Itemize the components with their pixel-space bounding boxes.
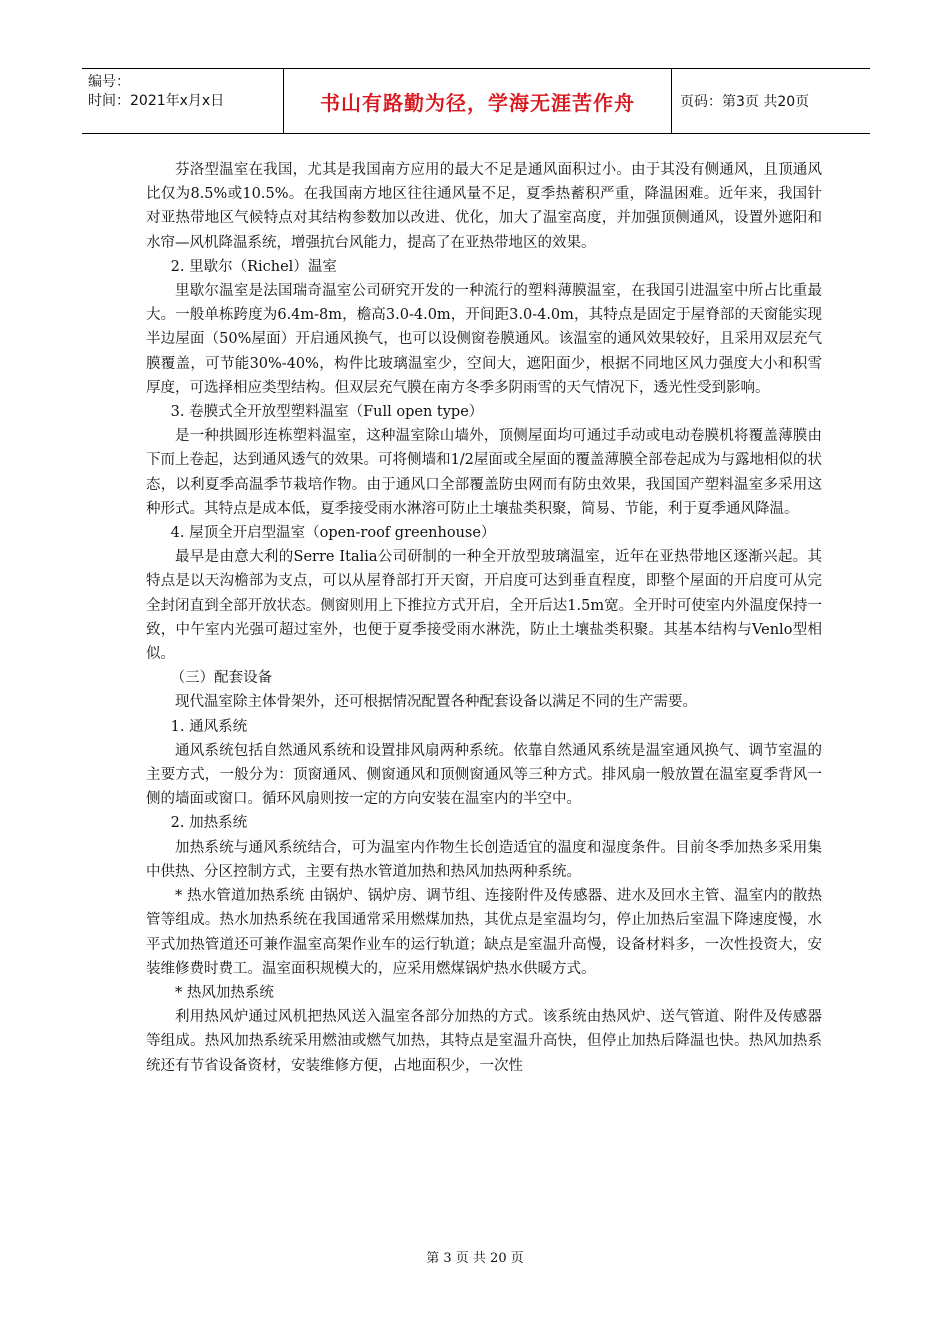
- paragraph: 最早是由意大利的Serre Italia公司研制的一种全开放型玻璃温室，近年在亚热带地区逐渐兴起。其特点是以天沟檐部为支点，可以从屋脊部打开天窗，开启度可达到垂直程度，即整个屋面的开启度可从完全封闭直到全部开放状态。侧窗则用上下推拉方式开启，全开后达1.5m宽。全开时可使室内外温度保持一致，中午室内光强可超过室外，也便于夏季接受雨水淋洗，防止土壤盐类积聚。其基本结构与Venlo型相似。: [146, 549, 822, 663]
- section-heading: 1. 通风系统: [170, 718, 248, 735]
- document-body: [146, 158, 822, 1078]
- header-meta: [82, 69, 284, 133]
- paragraph: * 热水管道加热系统 由锅炉、锅炉房、调节组、连接附件及传感器、进水及回水主管、温室内的散热管等组成。热水加热系统在我国通常采用燃煤加热，其优点是室温均匀，停止加热后室温下降速度慢，水平式加热管道还可兼作温室高架作业车的运行轨道；缺点是室温升高慢，设备材料多，一次性投资大，安装维修费时费工。温室面积规模大的，应采用燃煤锅炉热水供暖方式。: [146, 888, 822, 977]
- page-header: [82, 68, 870, 134]
- section-heading: * 热风加热系统: [175, 984, 274, 1001]
- paragraph: 通风系统包括自然通风系统和设置排风扇两种系统。依靠自然通风系统是温室通风换气、调节室温的主要方式，一般分为：顶窗通风、侧窗通风和顶侧窗通风等三种方式。排风扇一般放置在温室夏季背风一侧的墙面或窗口。循环风扇则按一定的方向安装在温室内的半空中。: [146, 742, 822, 808]
- paragraph: 加热系统与通风系统结合，可为温室内作物生长创造适宜的温度和湿度条件。目前冬季加热多采用集中供热、分区控制方式，主要有热水管道加热和热风加热两种系统。: [146, 839, 822, 880]
- paragraph: 利用热风炉通过风机把热风送入温室各部分加热的方式。该系统由热风炉、送气管道、附件及传感器等组成。热风加热系统采用燃油或燃气加热，其特点是室温升高快，但停止加热后降温也快。热风加热系统还有节省设备资材，安装维修方便，占地面积少，一次性: [146, 1009, 822, 1074]
- section-heading: 2. 里歇尔（Richel）温室: [170, 258, 337, 275]
- section-heading: 2. 加热系统: [170, 815, 248, 832]
- section-heading: （三）配套设备: [170, 670, 273, 687]
- section-heading: 3. 卷膜式全开放型塑料温室（Full open type）: [170, 404, 484, 421]
- page-footer: 第 3 页 共 20 页: [426, 1251, 524, 1266]
- paragraph: 芬洛型温室在我国，尤其是我国南方应用的最大不足是通风面积过小。由于其没有侧通风，且顶通风比仅为8.5%或10.5%。在我国南方地区往往通风量不足，夏季热蓄积严重，降温困难。近年来，我国针对亚热带地区气候特点对其结构参数加以改进、优化，加大了温室高度，并加强顶侧通风，设置外遮阳和水帘—风机降温系统，增强抗台风能力，提高了在亚热带地区的效果。: [146, 162, 822, 251]
- paragraph: 现代温室除主体骨架外，还可根据情况配置各种配套设备以满足不同的生产需要。: [175, 694, 697, 711]
- header-motto: 书山有路勤为径，学海无涯苦作舟: [284, 69, 672, 133]
- document-number-label: 编号：: [88, 74, 130, 90]
- section-heading: 4. 屋顶全开启型温室（open-roof greenhouse）: [170, 525, 496, 542]
- header-page-info: 页码：第3页 共20页: [680, 94, 810, 110]
- paragraph: 里歇尔温室是法国瑞奇温室公司研究开发的一种流行的塑料薄膜温室，在我国引进温室中所占比重最大。一般单栋跨度为6.4m-8m，檐高3.0-4.0m，开间距3.0-4.0m，其特点是固定于屋脊部的天窗能实现半边屋面（50%屋面）开启通风换气，也可以设侧窗卷膜通风。该温室的通风效果较好，且采用双层充气膜覆盖，可节能30%-40%，构件比玻璃温室少，空间大，遮阳面少，根据不同地区风力强度大小和积雪厚度，可选择相应类型结构。但双层充气膜在南方冬季多阴雨雪的天气情况下，透光性受到影响。: [146, 283, 822, 396]
- paragraph: 是一种拱圆形连栋塑料温室，这种温室除山墙外，顶侧屋面均可通过手动或电动卷膜机将覆盖薄膜由下而上卷起，达到通风透气的效果。可将侧墙和1/2屋面或全屋面的覆盖薄膜全部卷起成为与露地相似的状态，以利夏季高温季节栽培作物。由于通风口全部覆盖防虫网而有防虫效果，我国国产塑料温室多采用这种形式。其特点是成本低，夏季接受雨水淋溶可防止土壤盐类积聚，简易、节能，利于夏季通风降温。: [146, 428, 822, 517]
- document-time-label: 时间：2021年x月x日: [88, 93, 225, 109]
